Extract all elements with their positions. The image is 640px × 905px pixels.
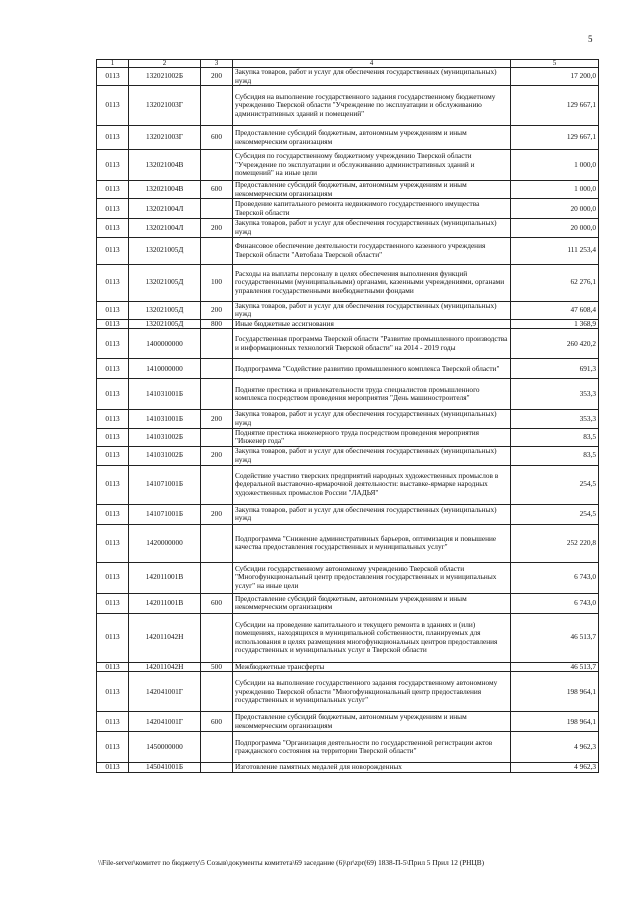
- cell-type: [201, 613, 233, 662]
- cell-amount: 260 420,2: [511, 329, 599, 359]
- cell-amount: 254,5: [511, 504, 599, 524]
- cell-code: 132021003Г: [129, 86, 201, 126]
- table-row: [97, 264, 599, 301]
- cell-name: Закупка товаров, работ и услуг для обеспечения государственных (муниципальных) нужд: [233, 504, 511, 524]
- cell-name: Закупка товаров, работ и услуг для обеспечения государственных (муниципальных) нужд: [233, 301, 511, 319]
- cell-amount: 254,5: [511, 465, 599, 504]
- cell-section: 0113: [97, 219, 129, 237]
- cell-code: 132021005Д: [129, 301, 201, 319]
- cell-type: 500: [201, 662, 233, 672]
- cell-name: Поднятие престижа и привлекательности труда специалистов промышленного комплекса посредством проведения мероприятия "День машиностроителя": [233, 379, 511, 410]
- table-row: [97, 181, 599, 199]
- cell-name: Проведение капитального ремонта недвижимого государственного имущества Тверской области: [233, 199, 511, 219]
- cell-code: 132021005Д: [129, 319, 201, 329]
- cell-name: Поднятие престижа инженерного труда посредством проведения мероприятия "Инженер года": [233, 428, 511, 446]
- cell-type: [201, 379, 233, 410]
- cell-type: [201, 359, 233, 379]
- table-row: [97, 662, 599, 672]
- cell-amount: 1 368,9: [511, 319, 599, 329]
- cell-section: 0113: [97, 446, 129, 465]
- cell-name: Межбюджетные трансферты: [233, 662, 511, 672]
- cell-code: 141031001Б: [129, 410, 201, 428]
- cell-type: 200: [201, 504, 233, 524]
- cell-code: 1410000000: [129, 359, 201, 379]
- cell-type: 200: [201, 410, 233, 428]
- table-row: [97, 126, 599, 150]
- cell-amount: 20 000,0: [511, 219, 599, 237]
- cell-code: 142041001Г: [129, 672, 201, 712]
- cell-amount: 4 962,3: [511, 732, 599, 763]
- cell-type: [201, 465, 233, 504]
- cell-amount: 111 253,4: [511, 237, 599, 264]
- cell-code: 1420000000: [129, 524, 201, 562]
- cell-type: 100: [201, 264, 233, 301]
- cell-code: 132021005Д: [129, 237, 201, 264]
- cell-code: 132021004В: [129, 150, 201, 181]
- table-row: [97, 150, 599, 181]
- cell-section: 0113: [97, 672, 129, 712]
- cell-name: Предоставление субсидий бюджетным, автономным учреждениям и иным некоммерческим организациям: [233, 712, 511, 732]
- cell-name: Субсидии на проведение капитального и текущего ремонта в зданиях и (или) помещениях, находящихся в муниципальной собственности, планируемых для использования в целях размещения многофункциональных центров предоставления государственных и муниципальных услуг в Тверской области: [233, 613, 511, 662]
- cell-section: 0113: [97, 410, 129, 428]
- cell-section: 0113: [97, 199, 129, 219]
- table-row: [97, 301, 599, 319]
- cell-section: 0113: [97, 712, 129, 732]
- cell-code: 132021005Д: [129, 264, 201, 301]
- column-header: 2: [129, 60, 201, 68]
- cell-section: 0113: [97, 126, 129, 150]
- cell-name: Подпрограмма "Снижение административных барьеров, оптимизация и повышение качества предоставления государственных и муниципальных услуг": [233, 524, 511, 562]
- table-row: [97, 68, 599, 86]
- table-header-row: [97, 60, 599, 68]
- cell-amount: 47 608,4: [511, 301, 599, 319]
- cell-name: Расходы на выплаты персоналу в целях обеспечения выполнения функций государственными (муниципальными) органами, казенными учреждениями, органами управления государственными внебюджетными фондами: [233, 264, 511, 301]
- table-row: [97, 410, 599, 428]
- cell-amount: 83,5: [511, 428, 599, 446]
- cell-type: 200: [201, 446, 233, 465]
- table-row: [97, 379, 599, 410]
- cell-amount: 353,3: [511, 379, 599, 410]
- cell-code: 142011042Н: [129, 662, 201, 672]
- cell-section: 0113: [97, 237, 129, 264]
- cell-name: Закупка товаров, работ и услуг для обеспечения государственных (муниципальных) нужд: [233, 68, 511, 86]
- table-row: [97, 329, 599, 359]
- table-row: [97, 672, 599, 712]
- cell-name: Субсидия по государственному бюджетному учреждению Тверской области "Учреждение по эксплуатации и обслуживанию административных зданий и помещений" на иные цели: [233, 150, 511, 181]
- cell-code: 1400000000: [129, 329, 201, 359]
- cell-type: 600: [201, 593, 233, 613]
- table-row: [97, 504, 599, 524]
- cell-section: 0113: [97, 763, 129, 773]
- cell-code: 142011001В: [129, 562, 201, 593]
- cell-code: 141071001Б: [129, 465, 201, 504]
- cell-amount: 20 000,0: [511, 199, 599, 219]
- table-row: [97, 593, 599, 613]
- cell-amount: 129 667,1: [511, 86, 599, 126]
- cell-amount: 46 513,7: [511, 662, 599, 672]
- cell-section: 0113: [97, 181, 129, 199]
- cell-name: Закупка товаров, работ и услуг для обеспечения государственных (муниципальных) нужд: [233, 219, 511, 237]
- cell-code: 132021004Л: [129, 199, 201, 219]
- cell-type: [201, 428, 233, 446]
- column-header: 1: [97, 60, 129, 68]
- cell-type: [201, 150, 233, 181]
- cell-code: 141071001Б: [129, 504, 201, 524]
- cell-code: 142011001В: [129, 593, 201, 613]
- cell-code: 132021003Г: [129, 126, 201, 150]
- cell-section: 0113: [97, 662, 129, 672]
- cell-name: Финансовое обеспечение деятельности государственного казенного учреждения Тверской области "Автобаза Тверской области": [233, 237, 511, 264]
- cell-section: 0113: [97, 593, 129, 613]
- table-row: [97, 712, 599, 732]
- cell-amount: 6 743,0: [511, 593, 599, 613]
- cell-code: 142011042Н: [129, 613, 201, 662]
- cell-name: Предоставление субсидий бюджетным, автономным учреждениям и иным некоммерческим организациям: [233, 593, 511, 613]
- table-row: [97, 199, 599, 219]
- cell-amount: 129 667,1: [511, 126, 599, 150]
- cell-section: 0113: [97, 68, 129, 86]
- cell-name: Субсидия на выполнение государственного задания государственному бюджетному учреждению Тверской области "Учреждение по эксплуатации и обслуживанию административных зданий и помещений": [233, 86, 511, 126]
- budget-table: [96, 59, 599, 773]
- cell-amount: 1 000,0: [511, 181, 599, 199]
- cell-code: 141031002Б: [129, 446, 201, 465]
- cell-amount: 353,3: [511, 410, 599, 428]
- cell-section: 0113: [97, 301, 129, 319]
- table-row: [97, 524, 599, 562]
- table-row: [97, 86, 599, 126]
- cell-section: 0113: [97, 428, 129, 446]
- cell-type: [201, 763, 233, 773]
- table-row: [97, 359, 599, 379]
- table-row: [97, 319, 599, 329]
- cell-type: [201, 732, 233, 763]
- cell-type: [201, 524, 233, 562]
- column-header: 3: [201, 60, 233, 68]
- cell-amount: 252 220,8: [511, 524, 599, 562]
- cell-section: 0113: [97, 504, 129, 524]
- cell-type: [201, 329, 233, 359]
- cell-type: [201, 562, 233, 593]
- table-row: [97, 446, 599, 465]
- cell-type: 600: [201, 181, 233, 199]
- cell-amount: 62 276,1: [511, 264, 599, 301]
- cell-code: 145041001Б: [129, 763, 201, 773]
- cell-section: 0113: [97, 359, 129, 379]
- cell-name: Субсидии государственному автономному учреждению Тверской области "Многофункциональный центр предоставления государственных и муниципальных услуг" на иные цели: [233, 562, 511, 593]
- cell-amount: 17 200,0: [511, 68, 599, 86]
- cell-amount: 46 513,7: [511, 613, 599, 662]
- cell-name: Иные бюджетные ассигнования: [233, 319, 511, 329]
- cell-type: 600: [201, 126, 233, 150]
- cell-section: 0113: [97, 150, 129, 181]
- cell-code: 142041001Г: [129, 712, 201, 732]
- cell-type: [201, 237, 233, 264]
- table-row: [97, 237, 599, 264]
- cell-section: 0113: [97, 319, 129, 329]
- cell-type: [201, 672, 233, 712]
- table-row: [97, 219, 599, 237]
- cell-code: 1450000000: [129, 732, 201, 763]
- cell-amount: 1 000,0: [511, 150, 599, 181]
- cell-section: 0113: [97, 264, 129, 301]
- cell-type: 800: [201, 319, 233, 329]
- cell-amount: 198 964,1: [511, 712, 599, 732]
- cell-type: 600: [201, 712, 233, 732]
- cell-name: Содействие участию тверских предприятий народных художественных промыслов в федеральной выставочно-ярмарочной деятельности: выставке-ярмарке народных художественных промыслов России "ЛАДЬЯ": [233, 465, 511, 504]
- cell-amount: 691,3: [511, 359, 599, 379]
- cell-name: Подпрограмма "Организация деятельности по государственной регистрации актов гражданского состояния на территории Тверской области": [233, 732, 511, 763]
- cell-section: 0113: [97, 613, 129, 662]
- cell-amount: 83,5: [511, 446, 599, 465]
- table-row: [97, 732, 599, 763]
- table-row: [97, 428, 599, 446]
- table-row: [97, 562, 599, 593]
- cell-code: 132021002Б: [129, 68, 201, 86]
- cell-section: 0113: [97, 732, 129, 763]
- cell-section: 0113: [97, 329, 129, 359]
- table-row: [97, 613, 599, 662]
- cell-name: Закупка товаров, работ и услуг для обеспечения государственных (муниципальных) нужд: [233, 410, 511, 428]
- cell-section: 0113: [97, 524, 129, 562]
- cell-amount: 4 962,3: [511, 763, 599, 773]
- cell-code: 132021004В: [129, 181, 201, 199]
- cell-amount: 6 743,0: [511, 562, 599, 593]
- cell-name: Государственная программа Тверской области "Развитие промышленного производства и информационных технологий Тверской области" на 2014 - 2019 годы: [233, 329, 511, 359]
- table-row: [97, 465, 599, 504]
- cell-type: [201, 199, 233, 219]
- file-path-footer: \\File-server\комитет по бюджету\5 Созыв\документы комитета\69 заседание (6)\pr\zpr(69) 1838-П-5\Прил 5 Прил 12 (РНЦВ): [98, 858, 484, 867]
- cell-amount: 198 964,1: [511, 672, 599, 712]
- cell-code: 141031001Б: [129, 379, 201, 410]
- cell-name: Изготовление памятных медалей для новорожденных: [233, 763, 511, 773]
- table-body: [97, 68, 599, 773]
- cell-code: 141031002Б: [129, 428, 201, 446]
- cell-section: 0113: [97, 562, 129, 593]
- table-row: [97, 763, 599, 773]
- cell-section: 0113: [97, 465, 129, 504]
- cell-name: Закупка товаров, работ и услуг для обеспечения государственных (муниципальных) нужд: [233, 446, 511, 465]
- cell-type: 200: [201, 68, 233, 86]
- cell-section: 0113: [97, 86, 129, 126]
- cell-name: Подпрограмма "Содействие развитию промышленного комплекса Тверской области": [233, 359, 511, 379]
- column-header: 5: [511, 60, 599, 68]
- column-header: 4: [233, 60, 511, 68]
- page-number: 5: [588, 34, 593, 44]
- cell-type: [201, 86, 233, 126]
- cell-type: 200: [201, 219, 233, 237]
- cell-section: 0113: [97, 379, 129, 410]
- cell-name: Субсидии на выполнение государственного задания государственному автономному учреждению Тверской области "Многофункциональный центр предоставления государственных и муниципальных услуг": [233, 672, 511, 712]
- cell-name: Предоставление субсидий бюджетным, автономным учреждениям и иным некоммерческим организациям: [233, 126, 511, 150]
- cell-name: Предоставление субсидий бюджетным, автономным учреждениям и иным некоммерческим организациям: [233, 181, 511, 199]
- cell-type: 200: [201, 301, 233, 319]
- cell-code: 132021004Л: [129, 219, 201, 237]
